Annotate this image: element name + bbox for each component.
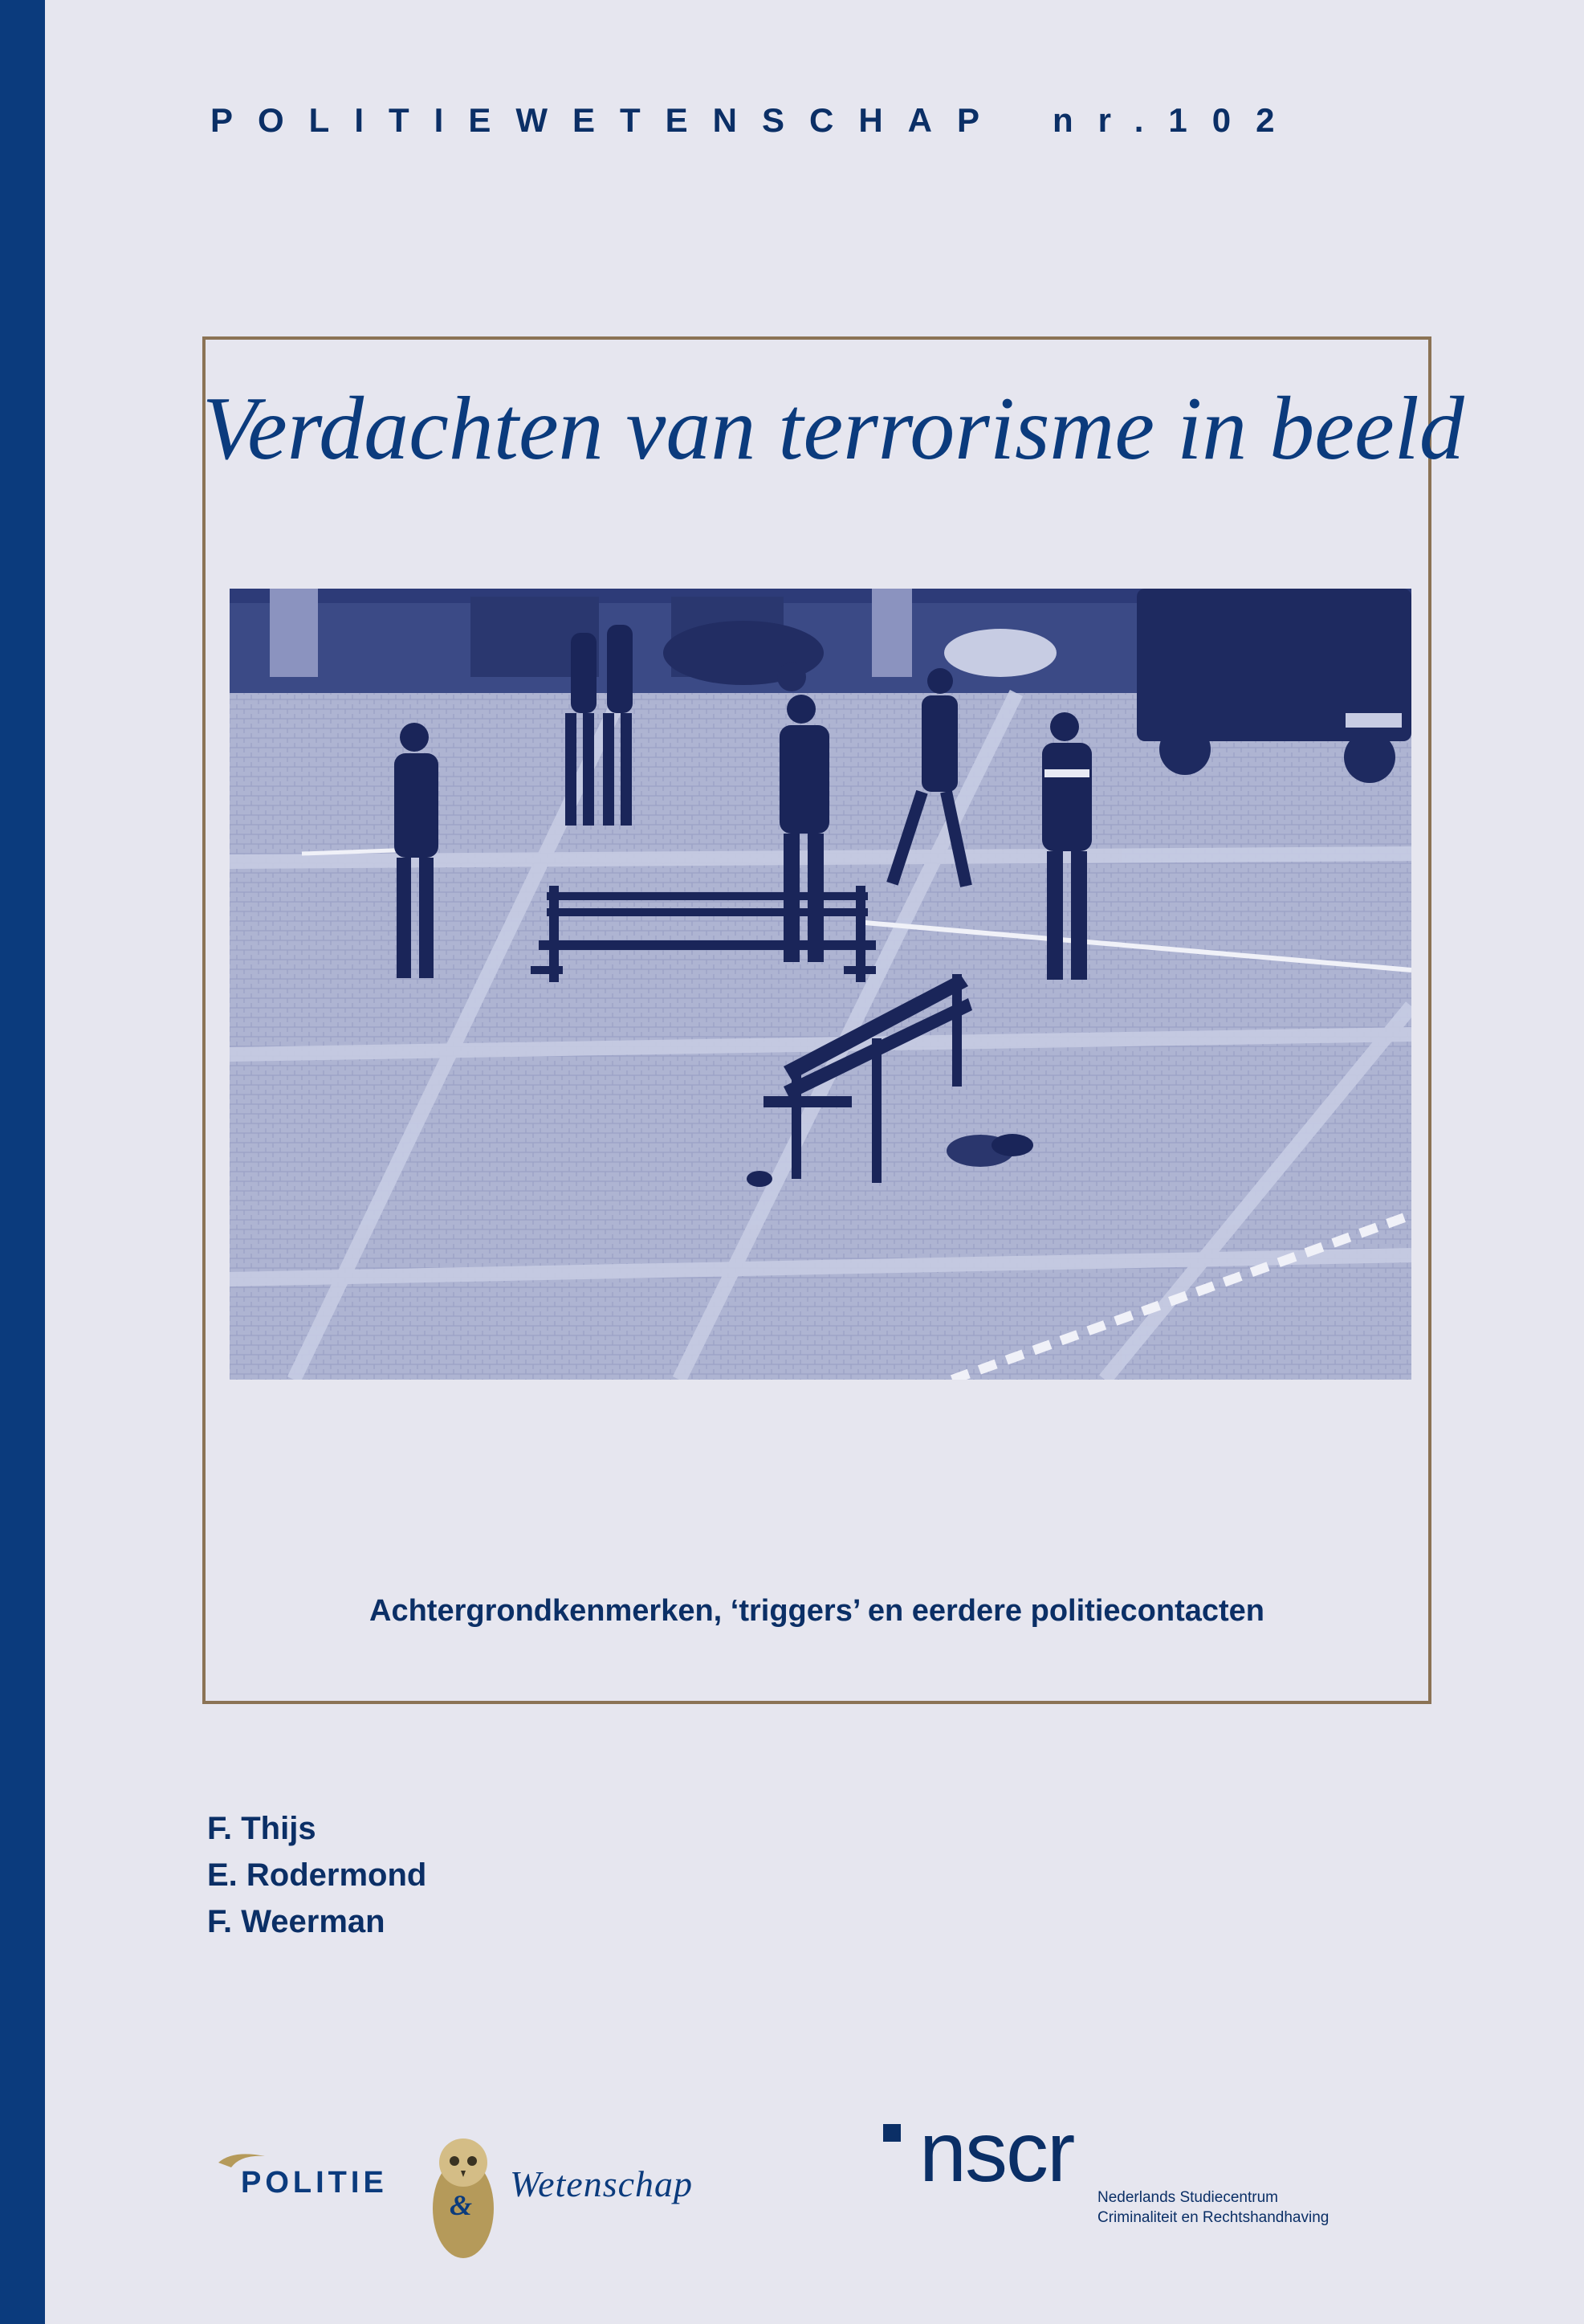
book-title: Verdachten van terrorisme in beeld bbox=[202, 379, 1464, 479]
wetenschap-wordmark: Wetenschap bbox=[510, 2163, 694, 2204]
cover-spine-bar bbox=[0, 0, 45, 2324]
author-name: F. Thijs bbox=[207, 1811, 316, 1846]
nscr-name-line2: Criminaliteit en Rechtshandhaving bbox=[1097, 2209, 1330, 2226]
author-name: E. Rodermond bbox=[207, 1857, 427, 1893]
nscr-square-icon bbox=[883, 2124, 901, 2142]
book-subtitle: Achtergrondkenmerken, ‘triggers’ en eerdere politiecontacten bbox=[369, 1594, 1264, 1628]
nscr-wordmark: nscr bbox=[919, 2105, 1074, 2200]
author-list bbox=[207, 1805, 426, 1945]
ampersand-mark: & bbox=[450, 2189, 473, 2221]
politie-wordmark: POLITIE bbox=[241, 2166, 388, 2200]
nscr-full-name bbox=[1097, 2187, 1329, 2228]
series-header bbox=[210, 101, 1431, 140]
cover-photo bbox=[230, 589, 1411, 1380]
nscr-name-line1: Nederlands Studiecentrum bbox=[1097, 2189, 1278, 2206]
series-number: nr.102 bbox=[1053, 101, 1300, 139]
nscr-logo bbox=[879, 2105, 1377, 2240]
politie-wetenschap-logo bbox=[217, 2132, 739, 2261]
author-name: F. Weerman bbox=[207, 1904, 385, 1939]
series-name: POLITIEWETENSCHAP bbox=[210, 101, 1005, 139]
